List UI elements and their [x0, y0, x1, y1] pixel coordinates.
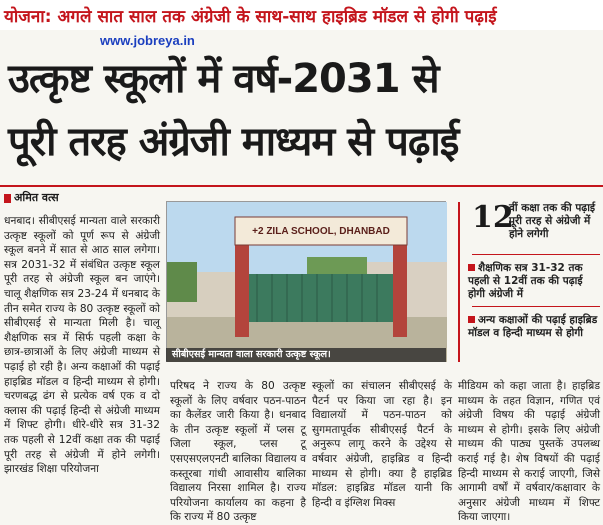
- school-photo: [166, 201, 446, 361]
- byline-name: अमित वत्स: [14, 191, 59, 204]
- kicker: [4, 4, 600, 27]
- headline-line-1: उत्कृष्ट स्कूलों में वर्ष-2031 से: [8, 56, 439, 102]
- gate-sign: +2 ZILA SCHOOL, DHANBAD: [252, 226, 390, 237]
- sidebar-divider: [472, 254, 600, 255]
- kicker-label: योजना:: [4, 7, 52, 27]
- sidebar-bullet-1: [468, 262, 600, 301]
- sidebar-number-text: वीं कक्षा तक की पढ़ाई पूरी तरह से अंग्रेजी में होने लगेगी: [509, 202, 596, 240]
- kicker-text: अगले सात साल तक अंग्रेजी के साथ-साथ हाइब्रिड मॉडल से होगी पढ़ाई: [57, 7, 497, 27]
- headline: [8, 48, 600, 174]
- school-gate-illustration: [167, 202, 447, 362]
- article-column-4: मीडियम को कहा जाता है। हाइब्रिड माध्यम के तहत विज्ञान, गणित एवं अंग्रेजी विषय की पढ़ाई अंग्रेजी माध्यम से होगी। इसके लिए अंग्रेजी माध्यम की पाठ्य पुस्तकें उपलब्ध कराई गई है। शेष विषयों की पढ़ाई हिन्दी माध्यम से कराई जाएगी, जिसे आगामी वर्षों में वर्षवार/कक्षावार के अनुसार अंग्रेजी माध्यम में शिफ्ट किया जाएगा।: [458, 380, 600, 524]
- sidebar-bullet-1-text: शैक्षणिक सत्र 31-32 तक पहली से 12वीं तक की पढ़ाई होगी अंग्रेजी में: [468, 262, 583, 300]
- byline-marker: [4, 194, 11, 203]
- article-column-3: स्कूलों का संचालन सीबीएसई के पैटर्न पर किया जा रहा है। इन विद्यालयों में पठन-पाठन को सुगमतापूर्वक सीबीएसई पैटर्न के अनुरूप लागू करने के उद्देश्य से वर्षवार अंग्रेजी, हाइब्रिड व हिन्दी माध्यम से होगी। क्या है हाइब्रिड मॉडल: हाइब्रिड मॉडल यानी कि हिन्दी व इंग्लिश मिक्स: [312, 380, 452, 509]
- article-column-2: परिषद ने राज्य के 80 उत्कृष्ट स्कूलों के लिए वर्षवार पठन-पाठन का कैलेंडर जारी किया है। धनबाद के तीन उत्कृष्ट स्कूलों में प्लस टू जिला स्कूल, प्लस टू एसएसएलएनटी बालिका विद्यालय व कस्तूरबा गांधी आवासीय बालिका विद्यालय निरसा शामिल है। राज्य परियोजना कार्यालय का कहना है कि राज्य में 80 उत्कृष्ट: [170, 380, 306, 524]
- site-url: www.jobreya.in: [100, 33, 195, 48]
- sidebar-divider: [472, 306, 600, 307]
- bullet-icon: [468, 264, 475, 271]
- sidebar-rule: [458, 202, 460, 362]
- photo-caption: सीबीएसई मान्यता वाला सरकारी उत्कृष्ट स्कूल।: [166, 348, 446, 362]
- bullet-icon: [468, 316, 475, 323]
- article-column-1: धनबाद। सीबीएसई मान्यता वाले सरकारी उत्कृष्ट स्कूलों को पूर्ण रूप से अंग्रेजी स्कूल बनने में सात से आठ साल लगेगा। सत्र 2031-32 में संबंधित उत्कृष्ट स्कूल पूरी तरह से अंग्रेजी स्कूल बन जाएंगे। चालू शैक्षणिक सत्र 23-24 में धनबाद के तीन समेत राज्य के 80 उत्कृष्ट स्कूलों को सीबीएसई से मान्यता मिली है। चालू शैक्षणिक सत्र में सिर्फ पहली कक्षा के छात्र-छात्राओं के लिए अंग्रेजी माध्यम से पढ़ाई हो रही है। अन्य कक्षाओं की पढ़ाई हाइब्रिड मॉडल व हिन्दी माध्यम से होगी। चरणबद्ध ढंग से प्रत्येक वर्ष एक व दो क्लास की पढ़ाई हिन्दी से अंग्रेजी माध्यम में शिफ्ट होगी। धीरे-धीरे सत्र 31-32 तक पहली से 12वीं कक्षा तक की पढ़ाई पूरी तरह से अंग्रेजी में होने लगेगी। झारखंड शिक्षा परियोजना: [4, 215, 160, 476]
- divider: [0, 185, 603, 187]
- sidebar-number: 12: [472, 200, 514, 235]
- byline: [4, 190, 59, 205]
- headline-line-2: पूरी तरह अंग्रेजी माध्यम से पढ़ाई: [8, 119, 459, 165]
- sidebar-bullet-2-text: अन्य कक्षाओं की पढ़ाई हाइब्रिड मॉडल व हिन्दी माध्यम से होगी: [468, 314, 598, 339]
- sidebar-bullet-2: [468, 314, 600, 340]
